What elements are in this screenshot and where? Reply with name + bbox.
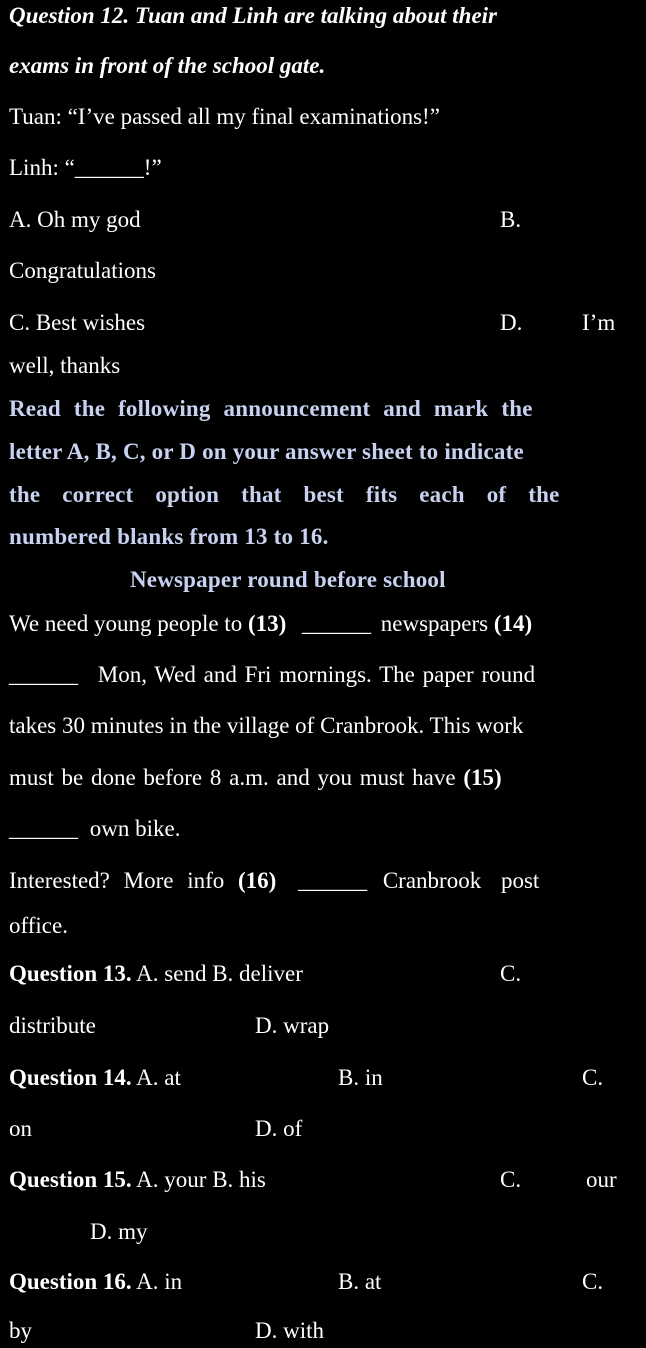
question-15 [9,1166,266,1194]
passage-line6-text: Interested? More info [9,868,225,893]
blank-number-16: (16) [238,868,277,893]
question-13-option-c-text: distribute [9,1013,96,1038]
q12-linh-prefix: Linh: “ [9,155,75,180]
passage-line2 [9,661,535,689]
question-16-option-c-text: by [9,1318,32,1343]
q12-option-a: A. Oh my god [9,207,141,232]
question-16 [9,1268,182,1296]
question-14-option-c-letter: C. [582,1065,604,1090]
question-14 [9,1064,181,1092]
instructions-line4: numbered blanks from 13 to 16. [9,524,329,549]
blank-13: ______ [302,611,372,636]
question-15-option-c-letter: C. [500,1167,522,1192]
question-15-option-c-text: our [586,1167,617,1192]
passage-line5-text: own bike. [89,816,181,841]
question-15-option-a: A. your [136,1167,207,1192]
question-14-option-c-text: on [9,1116,32,1141]
instructions-line1 [9,395,621,423]
instructions-line1-text: Read the following announcement and mark the [9,396,533,421]
q12-option-b-text: Congratulations [9,258,156,283]
question-14-option-b: B. in [338,1065,383,1090]
question-13-option-d: D. wrap [255,1013,330,1038]
instructions-line3: the correct option that best fits each of the [9,482,560,507]
blank-number-13: (13) [247,611,287,636]
passage-line3: takes 30 minutes in the village of Cranbrook. This work [9,713,524,738]
blank-number-15: (15) [463,765,502,790]
question-14-option-a: A. at [136,1065,181,1090]
passage-line1-text: We need young people to [9,611,243,636]
question-13-option-a: A. send [136,961,207,986]
q12-linh-line [9,154,162,182]
question-15-label: Question 15. [9,1167,132,1192]
q12-option-b-letter: B. [500,207,522,232]
passage-line6-text-b: Cranbrook post [382,868,540,893]
passage-line7: office. [9,913,68,938]
question-13-option-c-letter: C. [500,961,522,986]
q12-tuan-line: Tuan: “I’ve passed all my final examinations!” [9,104,440,129]
q12-option-d-word: I’m [582,310,616,335]
question-16-option-b: B. at [338,1269,382,1294]
blank-number-14: (14) [493,611,533,636]
blank-15: ______ [9,816,78,841]
q12-linh-blank: ______ [74,155,144,180]
question-14-option-d: D. of [255,1116,303,1141]
q12-option-c: C. Best wishes [9,310,146,335]
passage-line1-text-b: newspapers [380,611,489,636]
passage-line4 [9,764,502,792]
instructions-line2: letter A, B, C, or D on your answer sheet to indicate [9,439,524,464]
question-16-option-c-letter: C. [582,1269,604,1294]
q12-option-d-letter: D. [500,310,523,335]
q12-stem-line1: Question 12. Tuan and Linh are talking about their [9,3,498,28]
question-16-label: Question 16. [9,1269,132,1294]
question-15-option-d: D. my [90,1219,148,1244]
q12-linh-suffix: !” [143,155,162,180]
passage-line1 [9,610,621,638]
passage-line5 [9,815,180,843]
passage-line4-text: must be done before 8 a.m. and you must have [9,765,456,790]
blank-16: ______ [298,868,368,893]
q12-option-d-rest: well, thanks [9,353,121,378]
passage-title: Newspaper round before school [130,567,446,592]
question-13 [9,960,303,988]
passage-line2-text: Mon, Wed and Fri mornings. The paper round [97,662,536,687]
question-13-option-b: B. deliver [212,961,303,986]
q12-stem-line2: exams in front of the school gate. [9,53,326,78]
question-15-option-b: B. his [212,1167,266,1192]
question-16-option-d: D. with [255,1318,324,1343]
question-16-option-a: A. in [136,1269,183,1294]
question-14-label: Question 14. [9,1065,132,1090]
blank-14: ______ [9,662,78,687]
passage-line6 [9,867,539,895]
question-13-label: Question 13. [9,961,132,986]
